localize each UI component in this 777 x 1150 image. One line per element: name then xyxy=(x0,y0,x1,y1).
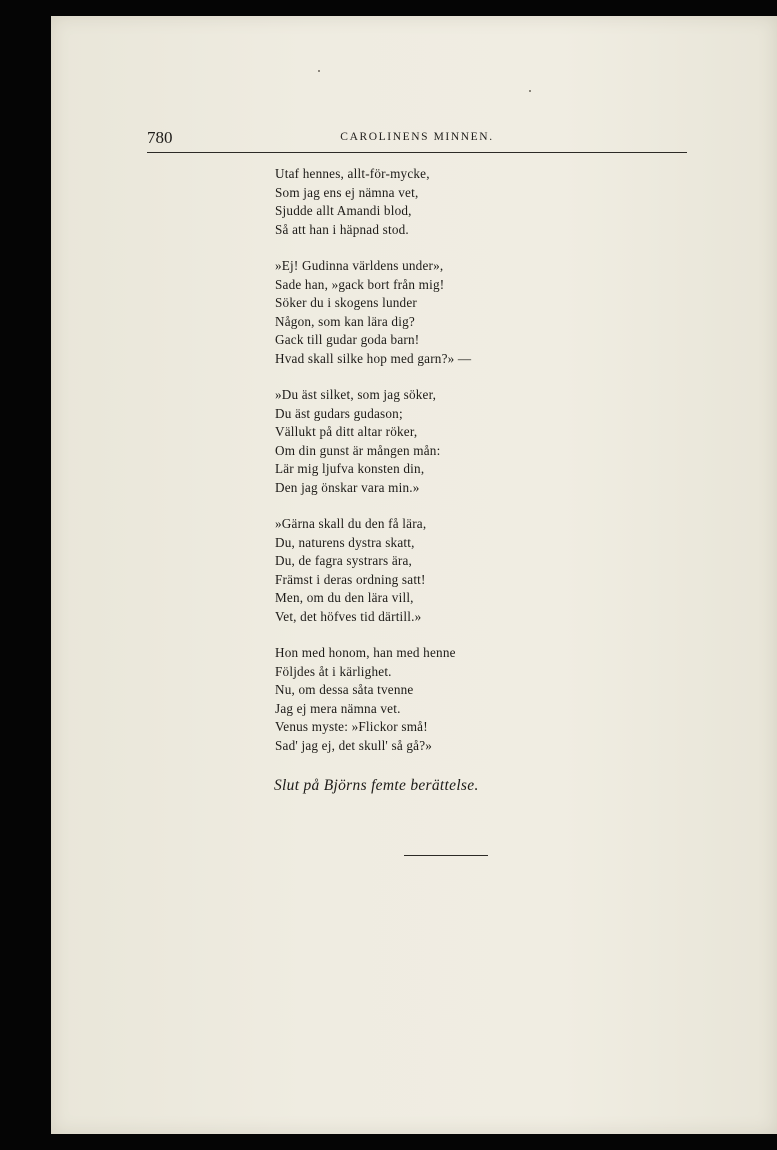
verse-line: Du, de fagra systrars ära, xyxy=(275,553,413,568)
closing-line: Slut på Björns femte berättelse. xyxy=(274,777,479,794)
stanza-2 xyxy=(275,257,595,368)
verse-line: Venus myste: »Flickor små! xyxy=(275,719,428,734)
verse-line: Som jag ens ej nämna vet, xyxy=(275,184,419,200)
verse-line: Söker du i skogens lunder xyxy=(275,295,417,310)
paper-speck xyxy=(529,90,531,92)
verse-line: Sad' jag ej, det skull' så gå?» xyxy=(275,737,433,753)
stanza-4 xyxy=(275,515,595,626)
verse-line: »Gärna skall du den få lära, xyxy=(275,516,427,531)
stanza-3 xyxy=(275,386,595,497)
verse-line: Sade han, »gack bort från mig! xyxy=(275,276,445,292)
running-title: CAROLINENS MINNEN. xyxy=(340,131,494,143)
verse-line: Lär mig ljufva konsten din, xyxy=(275,461,425,476)
stanza-5 xyxy=(275,644,595,755)
stanza-1 xyxy=(275,165,595,239)
verse-line: »Ej! Gudinna världens under», xyxy=(275,258,444,273)
verse-line: Sjudde allt Amandi blod, xyxy=(275,203,412,218)
verse-line: Jag ej mera nämna vet. xyxy=(275,700,401,716)
verse-line: Hon med honom, han med henne xyxy=(275,645,456,660)
verse-line: Följdes åt i kärlighet. xyxy=(275,663,392,679)
verse-line: Om din gunst är mången mån: xyxy=(275,442,441,458)
verse-line: Du äst gudars gudason; xyxy=(275,405,403,421)
page-header xyxy=(147,112,687,153)
verse-line: Vällukt på ditt altar röker, xyxy=(275,424,418,439)
verse-line: Utaf hennes, allt-för-mycke, xyxy=(275,166,430,181)
verse-line: Men, om du den lära vill, xyxy=(275,590,414,605)
verse-line: Du, naturens dystra skatt, xyxy=(275,534,415,550)
verse-line: Gack till gudar goda barn! xyxy=(275,332,420,347)
verse-line: Hvad skall silke hop med garn?» — xyxy=(275,350,472,366)
verse-line: Nu, om dessa såta tvenne xyxy=(275,682,414,697)
verse-line: »Du äst silket, som jag söker, xyxy=(275,387,437,402)
poem-body xyxy=(275,165,595,773)
verse-line: Den jag önskar vara min.» xyxy=(275,479,420,495)
verse-line: Vet, det höfves tid därtill.» xyxy=(275,608,422,624)
page-number: 780 xyxy=(147,128,173,147)
verse-line: Så att han i häpnad stod. xyxy=(275,221,409,237)
paper-speck xyxy=(318,70,320,72)
verse-line: Främst i deras ordning satt! xyxy=(275,571,426,587)
verse-line: Någon, som kan lära dig? xyxy=(275,313,415,329)
end-rule xyxy=(404,855,488,856)
